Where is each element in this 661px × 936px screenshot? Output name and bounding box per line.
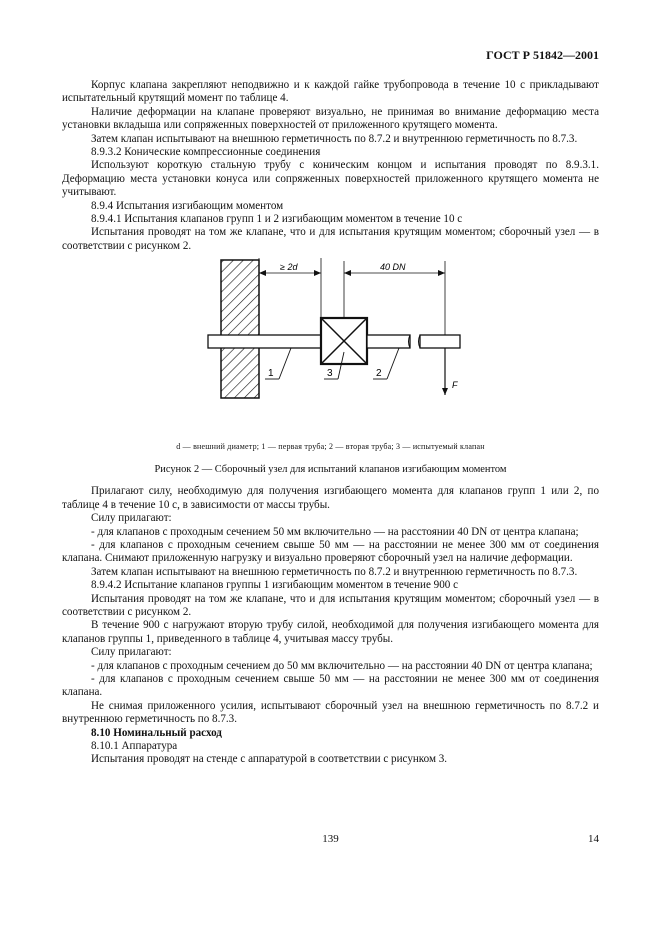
paragraph: Затем клапан испытывают на внешнюю герметичность по 8.7.2 и внутреннюю герметичность по 8.7.3. <box>91 132 578 145</box>
subsection-heading: 8.10.1 Аппаратура <box>91 740 178 752</box>
force-label: F <box>452 380 458 391</box>
dim-min-length: ≥ 2d <box>280 262 298 273</box>
paragraph: Наличие деформации на клапане проверяют визуально, не принимая во внимание деформацию места установки вкладыша или сопряженных поверхностей от приложенного крутящего момента. <box>62 105 599 132</box>
list-item: - для клапанов с проходным сечением до 50 мм включительно — на расстоянии 40 DN от центра клапана; <box>91 659 593 672</box>
paragraph: Силу прилагают: <box>91 646 172 659</box>
standard-header: ГОСТ Р 51842—2001 <box>486 48 599 62</box>
page-number-center: 139 <box>322 833 339 845</box>
page-number-right: 14 <box>588 833 599 845</box>
body-text <box>62 79 599 767</box>
callout-1: 1 <box>268 368 274 380</box>
callout-3: 3 <box>327 368 333 380</box>
paragraph: Испытания проводят на том же клапане, что и для испытания крутящим моментом; сборочный узел — в соответствии с рисунком 2. <box>62 592 599 618</box>
list-item: - для клапанов с проходным сечением свыше 50 мм — на расстоянии не менее 300 мм от соединения клапана. Снимают приложенную нагрузку и визуально проверяют сборочный узел на наличие деформации. <box>62 538 599 565</box>
second-pipe <box>367 335 410 348</box>
paragraph: Испытания проводят на том же клапане, что и для испытания крутящим моментом; сборочный узел — в соответствии с рисунком 2. <box>62 226 599 252</box>
dim-40dn: 40 DN <box>380 262 406 273</box>
subsection-heading: 8.9.4 Испытания изгибающим моментом <box>91 199 284 212</box>
subsection-heading: 8.9.4.2 Испытание клапанов группы 1 изгибающим моментом в течение 900 с <box>91 579 458 592</box>
assembly-diagram <box>62 253 599 438</box>
paragraph: В течение 900 с нагружают вторую трубу силой, необходимой для получения изгибающего момента для клапанов группы 1, приведенного в таблице 4, учитывая массу трубы. <box>62 619 599 645</box>
paragraph: Затем клапан испытывают на внешнюю герметичность по 8.7.2 и внутреннюю герметичность по 8.7.3. <box>91 565 578 578</box>
subsection-heading: 8.9.3.2 Конические компрессионные соединения <box>91 146 321 159</box>
figure-note: d — внешний диаметр; 1 — первая труба; 2 — вторая труба; 3 — испытуемый клапан <box>176 442 485 452</box>
subsection-heading: 8.9.4.1 Испытания клапанов групп 1 и 2 изгибающим моментом в течение 10 с <box>91 213 463 226</box>
second-pipe-end <box>420 335 460 348</box>
figure-2 <box>62 253 599 485</box>
first-pipe <box>208 335 321 348</box>
callout-2: 2 <box>376 368 382 380</box>
list-item: - для клапанов с проходным сечением 50 мм включительно — на расстоянии 40 DN от центра клапана; <box>91 525 579 538</box>
section-heading: 8.10 Номинальный расход <box>91 726 222 739</box>
paragraph: Корпус клапана закрепляют неподвижно и к каждой гайке трубопровода в течение 10 с прикладывают испытательный крутящий момент по таблице 4. <box>62 79 599 105</box>
paragraph: Испытания проводят на стенде с аппаратурой в соответствии с рисунком 3. <box>91 753 448 766</box>
paragraph: Силу прилагают: <box>91 512 172 525</box>
paragraph: Не снимая приложенного усилия, испытывают сборочный узел на внешнюю герметичность по 8.7.2 и внутреннюю герметичность по 8.7.3. <box>62 699 599 726</box>
paragraph: Прилагают силу, необходимую для получения изгибающего момента для клапанов групп 1 или 2, по таблице 4 в течение 10 с, в зависимости от массы трубы. <box>62 485 599 511</box>
paragraph: Используют короткую стальную трубу с коническим концом и испытания проводят по 8.9.3.1. Деформацию места установки конуса или сопряженных поверхностей приложенного крутящего момента не учитывают. <box>62 159 599 199</box>
figure-caption: Рисунок 2 — Сборочный узел для испытаний клапанов изгибающим моментом <box>154 464 507 476</box>
fixed-wall <box>221 260 259 398</box>
list-item: - для клапанов с проходным сечением свыше 50 мм — на расстоянии не менее 300 мм от соединения клапана. <box>62 672 599 699</box>
